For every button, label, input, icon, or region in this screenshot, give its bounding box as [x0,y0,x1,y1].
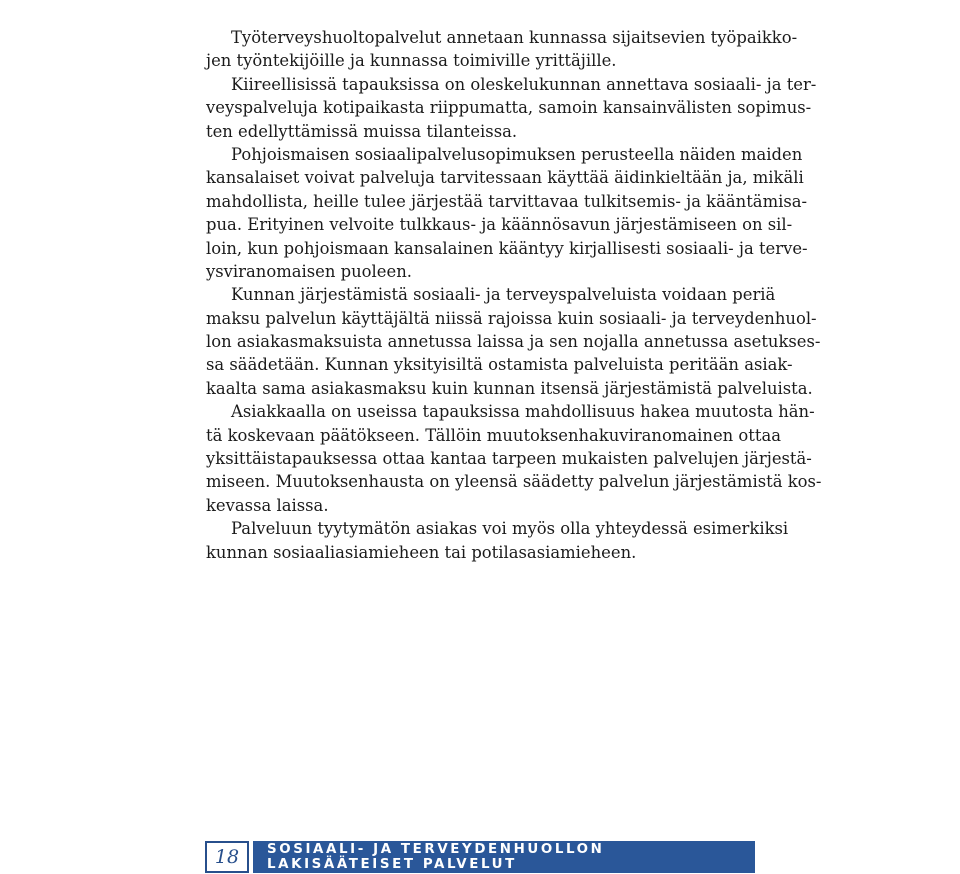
text-line: jen työntekijöille ja kunnassa toimiville yrittäjille. [206,51,617,71]
text-line: miseen. Muutoksenhausta on yleensä säädetty palvelun järjestämistä kos- [206,472,822,492]
text-line: yksittäistapauksessa ottaa kantaa tarpeen mukaisten palvelujen järjestä- [206,449,812,469]
text-line: Kiireellisissä tapauksissa on oleskelukunnan annettava sosiaali- ja ter- [231,74,817,94]
text-line: Kunnan järjestämistä sosiaali- ja terveyspalveluista voidaan periä [231,285,776,305]
text-line: Palveluun tyytymätön asiakas voi myös olla yhteydessä esimerkiksi [231,519,789,539]
text-line: ysviranomaisen puoleen. [206,261,412,281]
text-line: pua. Erityinen velvoite tulkkaus- ja käännösavun järjestämiseen on sil- [206,215,793,235]
text-line: Asiakkaalla on useissa tapauksissa mahdollisuus hakea muutosta hän- [231,402,815,422]
text-line: Työterveyshuoltopalvelut annetaan kunnassa sijaitsevien työpaikko- [231,28,798,47]
text-line: kevassa laissa. [206,495,329,515]
running-title: SOSIAALI- JA TERVEYDENHUOLLON LAKISÄÄTEISET PALVELUT [253,841,755,873]
text-line: kaalta sama asiakasmaksu kuin kunnan itsensä järjestämistä palveluista. [206,378,813,398]
text-line: lon asiakasmaksuista annetussa laissa ja sen nojalla annetussa asetukses- [206,332,821,352]
text-line: maksu palvelun käyttäjältä niissä rajoissa kuin sosiaali- ja terveydenhuol- [206,308,817,328]
page-footer [205,841,755,873]
page-number: 18 [205,841,249,873]
text-line: Pohjoismaisen sosiaalipalvelusopimuksen perusteella näiden maiden [231,144,803,164]
text-line: tä koskevaan päätökseen. Tällöin muutoksenhakuviranomainen ottaa [206,425,782,445]
text-line: kunnan sosiaaliasiamieheen tai potilasasiamieheen. [206,542,637,562]
text-line: loin, kun pohjoismaan kansalainen kääntyy kirjallisesti sosiaali- ja terve- [206,238,808,258]
text-line: ten edellyttämissä muissa tilanteissa. [206,121,518,141]
body-text [206,26,822,564]
text-line: kansalaiset voivat palveluja tarvitessaan käyttää äidinkieltään ja, mikäli [206,168,804,188]
text-line: mahdollista, heille tulee järjestää tarvittavaa tulkitsemis- ja kääntämisa- [206,191,808,211]
text-line: veyspalveluja kotipaikasta riippumatta, samoin kansainvälisten sopimus- [206,98,812,118]
text-line: sa säädetään. Kunnan yksityisiltä ostamista palveluista peritään asiak- [206,355,793,375]
